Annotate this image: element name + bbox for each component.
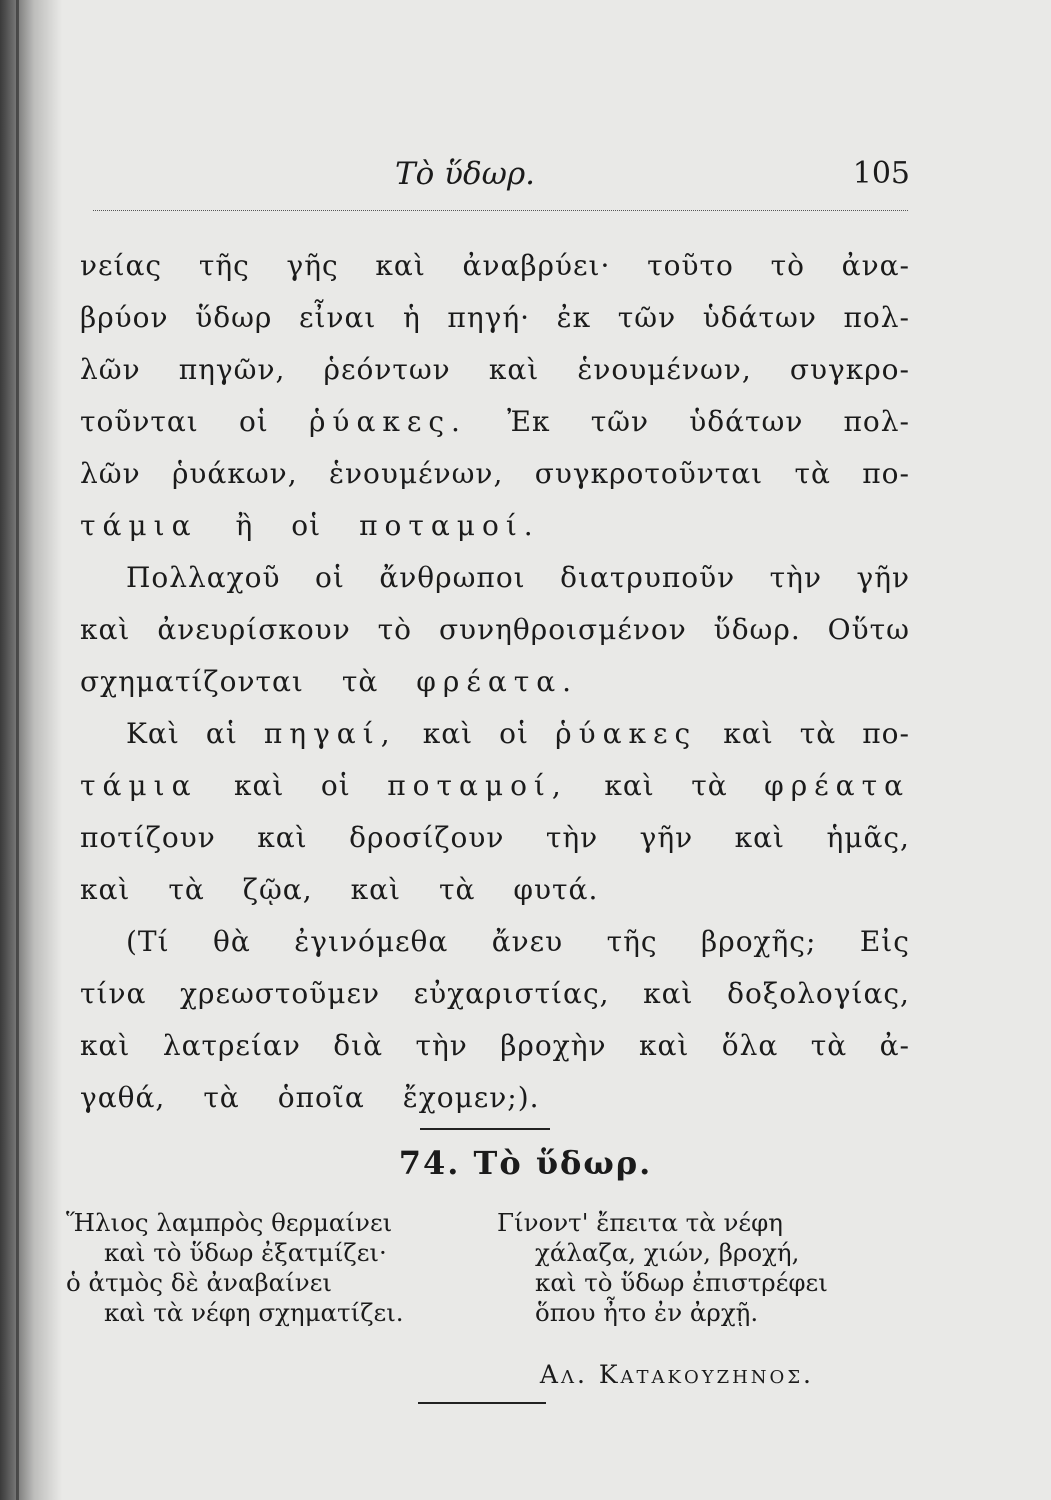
- word: ὕδωρ: [195, 301, 273, 334]
- text-line: [80, 864, 910, 916]
- word: πηγῶν,: [178, 353, 286, 386]
- text-line: [80, 1072, 910, 1124]
- word: λῶν: [80, 353, 141, 386]
- word: νείας: [80, 249, 163, 282]
- word: λῶν: [80, 457, 141, 490]
- word: τὸ: [770, 249, 805, 282]
- word: καὶ: [80, 873, 131, 906]
- word: οἱ: [499, 717, 530, 750]
- word: καὶ: [375, 249, 426, 282]
- word: Καὶ: [126, 717, 180, 750]
- word: καὶ: [604, 769, 655, 802]
- section-heading: [0, 1144, 1051, 1182]
- word: ἄνευ: [491, 925, 564, 958]
- word: συγκρο-: [789, 353, 910, 386]
- text-line: [80, 968, 910, 1020]
- poem-verse: καὶ τὰ νέφη σχηματίζει.: [104, 1298, 404, 1327]
- poem-verse: ὅπου ἦτο ἐν ἀρχῇ.: [535, 1298, 759, 1327]
- text-line: [80, 292, 910, 344]
- word: τῆς: [606, 925, 658, 958]
- word: ἑνουμένων,: [328, 457, 504, 490]
- poem-verse: καὶ τὸ ὕδωρ ἐξατμίζει·: [104, 1238, 387, 1267]
- word: ἔχομεν;).: [402, 1081, 540, 1114]
- word: διὰ: [333, 1029, 384, 1062]
- word: δοξολογίας,: [727, 977, 910, 1010]
- word: σχηματίζονται: [80, 665, 304, 698]
- word: φρέατα.: [416, 665, 579, 698]
- word: πο-: [862, 457, 910, 490]
- poem-column-left: [66, 1208, 404, 1328]
- word: Εἰς: [859, 925, 910, 958]
- section-rule-bottom: [418, 1402, 546, 1404]
- word: ῥυάκων,: [171, 457, 298, 490]
- word: δροσίζουν: [349, 821, 505, 854]
- word: ποταμοί.: [359, 509, 540, 542]
- section-number: 74.: [398, 1144, 461, 1182]
- word: ἄνθρωποι: [379, 561, 526, 594]
- word: καὶ: [80, 1029, 131, 1062]
- word: φρέατα: [764, 769, 910, 802]
- word: γαθά,: [80, 1081, 166, 1114]
- word: ἐγινόμεθα: [294, 925, 449, 958]
- word: τοῦτο: [647, 249, 734, 282]
- word: ἡμᾶς,: [826, 821, 910, 854]
- word: καὶ: [233, 769, 285, 802]
- word: τὰ: [203, 1081, 240, 1114]
- word: πηγαί,: [263, 717, 397, 750]
- word: οἱ: [238, 405, 269, 438]
- word: τῆς: [198, 249, 250, 282]
- word: γῆν: [639, 821, 694, 854]
- word: αἱ: [205, 717, 238, 750]
- text-line: [80, 760, 910, 812]
- word: τοῦνται: [80, 405, 199, 438]
- word: τὰ: [794, 457, 831, 490]
- word: διατρυποῦν: [560, 561, 736, 594]
- running-head: [80, 150, 910, 200]
- poem-author: Αλ. Κατακουζηνος.: [539, 1360, 814, 1389]
- word: (Τί: [126, 925, 170, 958]
- text-line: [80, 396, 910, 448]
- word: Ἐκ: [507, 405, 551, 438]
- word: χρεωστοῦμεν: [180, 977, 380, 1010]
- word: ποτίζουν: [80, 821, 216, 854]
- poem-verse: χάλαζα, χιών, βροχή,: [535, 1238, 800, 1267]
- text-line: [80, 500, 910, 552]
- word: καὶ: [257, 821, 308, 854]
- book-gutter-shadow: [0, 0, 62, 1500]
- text-line: [80, 812, 910, 864]
- word: γῆν: [856, 561, 910, 594]
- poem-verse: ὁ ἀτμὸς δὲ ἀναβαίνει: [66, 1268, 332, 1297]
- text-line: [80, 1020, 910, 1072]
- word: τῶν: [617, 301, 677, 334]
- word: τὰ: [168, 873, 205, 906]
- prose-body: [80, 240, 910, 1124]
- running-title: Τὸ ὕδωρ.: [394, 156, 536, 192]
- word: εὐχαριστίας,: [413, 977, 610, 1010]
- word: τὰ: [691, 769, 728, 802]
- text-line: [80, 344, 910, 396]
- word: τὰ: [799, 717, 837, 750]
- text-line: [80, 604, 910, 656]
- word: ποταμοί,: [387, 769, 568, 802]
- word: καὶ: [723, 717, 774, 750]
- word: καὶ: [638, 1029, 690, 1062]
- word: ἀνα-: [841, 249, 910, 282]
- word: γῆς: [286, 249, 339, 282]
- word: τὰ: [810, 1029, 848, 1062]
- poem-verse: Ἥλιος λαμπρὸς θερμαίνει: [66, 1208, 393, 1237]
- word: φυτά.: [513, 873, 599, 906]
- word: ῥύακες: [555, 717, 698, 750]
- word: τὰ: [439, 873, 476, 906]
- word: ὑδάτων: [702, 301, 817, 334]
- word: πο-: [862, 717, 910, 750]
- word: καὶ: [488, 353, 540, 386]
- word: ἀ-: [879, 1029, 910, 1062]
- word: ἑνουμένων,: [577, 353, 752, 386]
- word: καὶ: [80, 613, 131, 646]
- word: βροχῆς;: [701, 925, 817, 958]
- word: βροχὴν: [500, 1029, 607, 1062]
- word: ὕδωρ.: [713, 613, 801, 646]
- word: λατρείαν: [162, 1029, 301, 1062]
- word: ὑδάτων: [689, 405, 804, 438]
- word: ῥεόντων: [323, 353, 451, 386]
- word: ἡ: [403, 301, 421, 334]
- text-line: [80, 240, 910, 292]
- word: πολ-: [843, 301, 910, 334]
- word: οἱ: [320, 769, 351, 802]
- word: τὸ: [377, 613, 413, 646]
- word: ζῷα,: [242, 873, 313, 906]
- section-title: Τὸ ὕδωρ.: [473, 1144, 653, 1182]
- text-line: [80, 708, 910, 760]
- word: καὶ: [734, 821, 786, 854]
- word: πηγή·: [447, 301, 531, 334]
- word: καὶ: [350, 873, 402, 906]
- word: ἀνευρίσκουν: [157, 613, 351, 646]
- word: τὰ: [341, 665, 379, 698]
- word: ἀναβρύει·: [462, 249, 611, 282]
- word: καὶ: [422, 717, 474, 750]
- section-rule-top: [420, 1128, 550, 1130]
- word: ὁποῖα: [277, 1081, 365, 1114]
- word: ἢ: [235, 509, 254, 542]
- word: οἱ: [291, 509, 322, 542]
- header-rule: [93, 210, 908, 211]
- word: εἶναι: [298, 301, 377, 334]
- word: συνηθροισμένον: [438, 613, 687, 646]
- word: τὴν: [415, 1029, 468, 1062]
- word: Οὕτω: [827, 613, 910, 646]
- text-line: [80, 552, 910, 604]
- word: τῶν: [590, 405, 650, 438]
- word: βρύον: [80, 301, 169, 334]
- page-number: 105: [852, 156, 910, 191]
- poem-verse: καὶ τὸ ὕδωρ ἐπιστρέφει: [535, 1268, 828, 1297]
- word: τάμια: [80, 769, 198, 802]
- word: τὴν: [545, 821, 599, 854]
- word: τίνα: [80, 977, 147, 1010]
- text-line: [80, 656, 910, 708]
- word: καὶ: [643, 977, 694, 1010]
- word: ῥύακες.: [308, 405, 467, 438]
- word: ὅλα: [721, 1029, 779, 1062]
- word: Πολλαχοῦ: [126, 561, 281, 594]
- word: οἱ: [315, 561, 345, 594]
- poem-column-right: [497, 1208, 828, 1328]
- word: ἐκ: [556, 301, 592, 334]
- word: θὰ: [213, 925, 251, 958]
- text-line: [80, 916, 910, 968]
- word: συγκροτοῦνται: [534, 457, 764, 490]
- poem-verse: Γίνοντ' ἔπειτα τὰ νέφη: [497, 1208, 783, 1237]
- word: τὴν: [769, 561, 822, 594]
- word: πολ-: [843, 405, 910, 438]
- word: τάμια: [80, 509, 198, 542]
- text-line: [80, 448, 910, 500]
